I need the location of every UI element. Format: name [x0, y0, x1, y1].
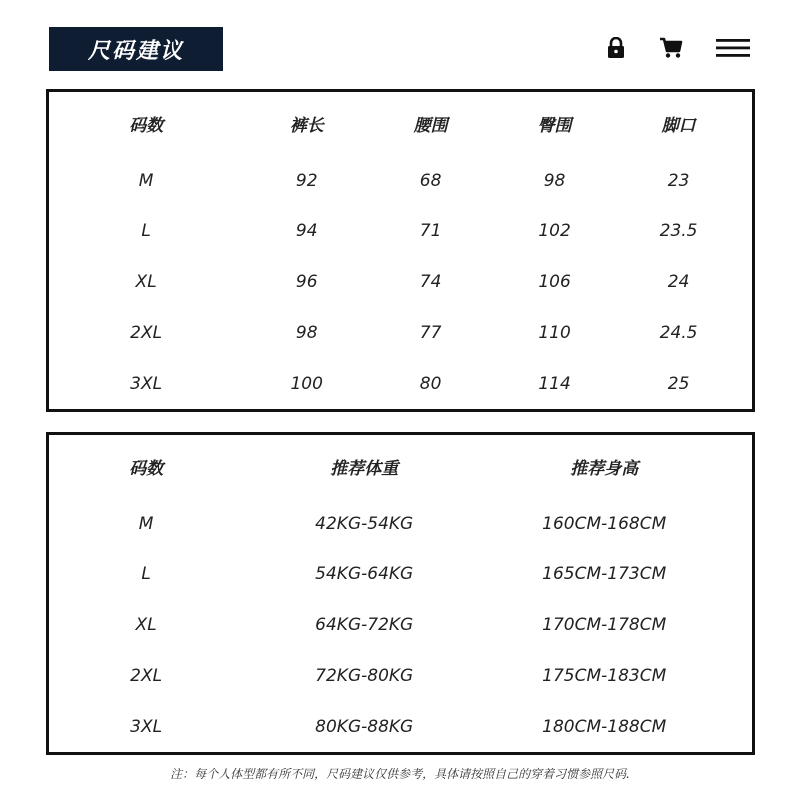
cell-waist: 68	[419, 170, 442, 191]
header-weight: 推荐体重	[330, 459, 399, 480]
cell-waist: 74	[419, 272, 442, 293]
table-header-row	[49, 435, 752, 498]
cell-hem: 24.5	[659, 322, 698, 343]
cell-size: XL	[135, 272, 157, 293]
cell-length: 96	[295, 272, 318, 293]
cell-length: 100	[290, 373, 323, 394]
header-size: 码数	[129, 116, 164, 137]
cell-waist: 80	[419, 373, 442, 394]
cell-length: 98	[295, 322, 318, 343]
cell-height: 170CM-178CM	[542, 615, 667, 636]
cell-hip: 98	[543, 170, 566, 191]
cell-hem: 23	[667, 170, 690, 191]
header-hem: 脚口	[661, 116, 696, 137]
cell-waist: 77	[419, 322, 442, 343]
cell-size: L	[141, 221, 151, 242]
cell-length: 94	[295, 221, 318, 242]
footnote: 注：每个人体型都有所不同，尺码建议仅供参考，具体请按照自己的穿着习惯参照尺码.	[170, 767, 630, 781]
header-height: 推荐身高	[570, 459, 639, 480]
table-row	[49, 358, 752, 409]
header-icons	[600, 34, 760, 64]
table-row	[49, 498, 752, 549]
table-row	[49, 600, 752, 651]
recommend-table	[46, 432, 755, 755]
cell-length: 92	[295, 170, 318, 191]
cell-size: XL	[135, 615, 157, 636]
table-row	[49, 701, 752, 752]
cell-hip: 106	[538, 272, 571, 293]
page-title: 尺码建议	[49, 27, 223, 71]
size-table	[46, 89, 755, 412]
cell-hip: 102	[538, 221, 571, 242]
lock-icon[interactable]	[602, 34, 630, 62]
table-row	[49, 549, 752, 600]
table-row	[49, 206, 752, 257]
cell-size: M	[138, 170, 154, 191]
cell-size: M	[138, 513, 154, 534]
header-size: 码数	[129, 459, 164, 480]
cart-icon[interactable]	[656, 34, 686, 62]
cell-hem: 24	[667, 272, 690, 293]
cell-weight: 64KG-72KG	[315, 615, 414, 636]
cell-weight: 54KG-64KG	[315, 564, 414, 585]
menu-icon[interactable]	[714, 34, 752, 62]
cell-weight: 72KG-80KG	[315, 665, 414, 686]
table-row	[49, 155, 752, 206]
cell-hip: 110	[538, 322, 571, 343]
table-row	[49, 257, 752, 308]
cell-waist: 71	[419, 221, 442, 242]
cell-hem: 23.5	[659, 221, 698, 242]
cell-size: 2XL	[130, 665, 163, 686]
cell-size: 3XL	[130, 716, 163, 737]
header-waist: 腰围	[413, 116, 448, 137]
table-header-row	[49, 92, 752, 155]
cell-weight: 42KG-54KG	[315, 513, 414, 534]
cell-hip: 114	[538, 373, 571, 394]
header-hip: 臀围	[537, 116, 572, 137]
cell-hem: 25	[667, 373, 690, 394]
cell-height: 165CM-173CM	[542, 564, 667, 585]
cell-size: 3XL	[130, 373, 163, 394]
table-row	[49, 651, 752, 702]
cell-size: 2XL	[130, 322, 163, 343]
header-length: 裤长	[289, 116, 324, 137]
cell-height: 180CM-188CM	[542, 716, 667, 737]
cell-weight: 80KG-88KG	[315, 716, 414, 737]
cell-size: L	[141, 564, 151, 585]
table-row	[49, 308, 752, 359]
cell-height: 160CM-168CM	[542, 513, 667, 534]
cell-height: 175CM-183CM	[542, 665, 667, 686]
